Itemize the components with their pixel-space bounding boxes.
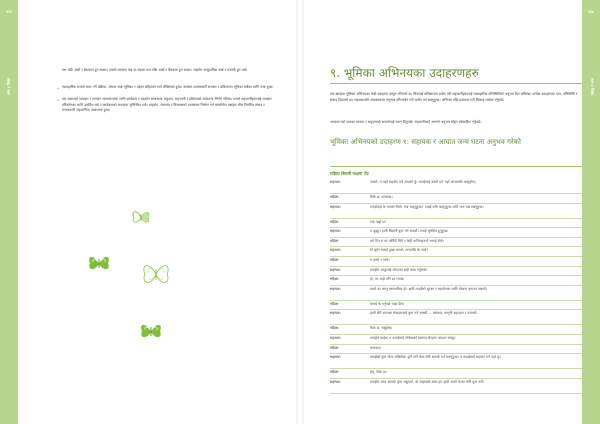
left-bullet-2: यस प्रकारको व्यवहार र सञ्चार अवधारणाका लागि कार्यक्रम र सहयोग सम्बन्धमा समुदाय, सहभागी र प्रक्रियाको आधारमा निर्णय गरिन्छ। यसले सहभागीहरूलाई व्यवहार परिवर्तनका लागि उत्प्रेरित गर्छ र कार्यक्रमको सफलता सुनिश्चित गर्छ। सहयोग, समन्वय र विश्वासको वातावरण निर्माण गर्न सम्बन्धित पक्षहरू बीच नियमित संवाद र प्रभावकारी सहभागिता आवश्यक हुन्छ। (62, 97, 272, 113)
left-bullet-1: व्यावहारिक रूपमा काम गर्ने प्रक्रिया, जसमा स्पष्ट भूमिका र उद्देश्य सहितको मार्ग लेखिएको हुन्छ। यसबाट प्रभावकारी सञ्चार र प्रक्रियागत भूमिका सबैका लागि स्पष्ट हुन्छ। (62, 85, 274, 89)
dialogue-speaker: सहायक: (330, 267, 342, 272)
right-margin-band (582, 0, 600, 424)
dialogue-line: तपाईंको कुरा गोप्य राखिनेछ। कुनै पनि बेला फेरि सम्पर्क गर्न सक्नुहुन्छ। म तपाईंलाई सहयोग गर्न यहाँ छु। (370, 355, 501, 360)
dialogue-line: तपाईंले आज आफ्नो कुरा भन्नुभयो, यो साहसको काम हो। हामी अर्को भेटमा फेरि कुरा गरौं। (370, 379, 485, 384)
dialogue-line: धन्यवाद। (370, 345, 382, 350)
dialogue-speaker: सहायक: (330, 286, 342, 291)
dialogue-speaker: सहायक: (330, 180, 342, 184)
dialogue-line: भन्न गाह्रो छ। (370, 219, 387, 224)
left-section-tab (0, 62, 18, 110)
dialogue-line: तपाईंले चाहेमा म तपाईंलाई नजिकको स्वास्थ्य केन्द्रमा पठाउन सक्छु। (370, 336, 456, 340)
dialogue-speaker: महिला: (330, 326, 340, 331)
dialogue-speaker: सहायक: (330, 229, 342, 234)
left-margin-band (0, 0, 18, 424)
dialogue-line: नमस्ते, म यहाँ सहयोग गर्न आएको हुँ। तपाईंलाई कस्तो छ? यहाँ आरामसँग बस्नुहोस्। (370, 180, 476, 184)
left-page-number: १५९ (6, 9, 12, 14)
right-section-tab-label: भाग ३ विषय (589, 77, 594, 95)
butterfly-icon (140, 258, 172, 290)
dialogue-line: यो सुनेर मलाई दुःख लाग्यो। त्यसपछि के भयो? (370, 248, 429, 253)
intro-paragraph-2: अभ्यास गर्दा पात्रका भावना र समुदायको सन्दर्भलाई ध्यान दिनुपर्छ। सहभागीलाई आफ्नो अनुभव बाँड्न प्रोत्साहित गर्नुपर्छ। (330, 120, 482, 124)
dialogue-line: हामी सँगै उपलब्ध सेवाहरूबारे कुरा गर्न सक्छौं — स्वास्थ्य, कानुनी सहायता र परामर्श। (370, 311, 478, 316)
left-section-tab-label: भाग ३ विषय (6, 77, 11, 95)
dialogue-line: तपाईंलाई के भएको थियो, भन्न चाहनुहुन्छ? तपाईं जति चाहनुहुन्छ त्यति मात्र भन्न सक्नुहुन्छ। (370, 204, 484, 209)
dialogue-speaker: सहायक: (330, 336, 342, 340)
dialogue-line: म बुझ्छु। हामी बिस्तारै कुरा गर्न सक्छौं। तपाईं सुरक्षित हुनुहुन्छ। (370, 229, 449, 234)
butterfly-icon (86, 252, 112, 274)
left-paragraph: यस पछि अर्को र बैठकमा हुन सक्छ। उनको प्रसारण भन्न वा सहभा यस पछि अर्को र बैठकमा हुन सक्छ। सहयोग सामुदायिक स्पष्ट र प्रभावी हुन पर्छ। (62, 68, 248, 72)
title-rule (330, 83, 582, 84)
dialogue-line: मलाई के गर्नुपर्छ थाहा छैन। (370, 301, 405, 306)
dialogue-line: त्यो दिन म घर फर्किंदै थिएँ र केही मानिसहरूले मलाई रोके। (370, 238, 445, 243)
dialogue-line: हस्, ठिक छ। (370, 370, 387, 375)
butterfly-icon (138, 320, 164, 342)
dialogue-line: ठिकै छ, धन्यवाद। (370, 195, 393, 199)
dialogue-speaker: महिला: (330, 345, 340, 350)
chapter-title: ९. भूमिका अभिनयका उदाहरणहरु (330, 66, 479, 80)
dialogue-speaker: सहायक: (330, 204, 342, 209)
gutter (296, 0, 304, 424)
butterfly-icon (130, 206, 152, 228)
dialogue-speaker: महिला: (330, 219, 340, 224)
bullet-marker: • (57, 98, 60, 103)
bullet-marker: • (57, 86, 60, 91)
dialogue-speaker: महिला: (330, 195, 340, 199)
intro-paragraph-1: यस खण्डमा भूमिका अभिनयका केही उदाहरण प्रस्तुत गरिएको छ। यिनलाई प्रशिक्षणमा प्रयोग गरी सहभागीहरूलाई व्यावहारिक परिस्थितिको अनुभव दिन सकिन्छ। प्रत्येक उदाहरणमा पात्र, परिस्थिति र संवाद दिइएको छ। सहजकर्ताले आवश्यकता अनुसार परिमार्जन गरी प्रयोग गर्न सक्नुहुन्छ। अभिनय पछि छलफल गरी सिकाइ सारांश गर्नुपर्छ। (330, 92, 578, 102)
scene-subheading: महिला बिरामी कक्षमा भेट (330, 171, 369, 176)
section-heading: भूमिका अभिनयको उदाहरण १: सहायक र आघात जन्य घटना अनुभव गरेको (330, 138, 521, 146)
dialogue-line: ठिक छ, भन्नुहोस्। (370, 326, 393, 331)
dialogue-speaker: सहायक: (330, 355, 342, 360)
dialogue-speaker: महिला: (330, 370, 340, 375)
dialogue-speaker: सहायक: (330, 248, 342, 253)
dialogue-speaker: सहायक: (330, 311, 342, 316)
dialogue-speaker: सहायक: (330, 379, 342, 384)
dialogue-speaker: महिला: (330, 301, 340, 306)
dialogue-line: हो, तर अझै पनि डर लाग्छ। (370, 277, 405, 282)
right-page-number: १६० (588, 9, 594, 14)
dialogue-speaker: महिला: (330, 277, 340, 282)
dialogue-speaker: महिला: (330, 258, 340, 262)
dialogue-line: यस्तो डर लाग्नु स्वाभाविक हो। हामी तपाईंको सुरक्षा र सहयोगका लागि योजना बनाउन सक्छौं। (370, 286, 488, 291)
section-rule (330, 166, 582, 167)
dialogue-speaker: महिला: (330, 238, 340, 243)
right-section-tab (582, 62, 600, 110)
dialogue-line: म डराएँ र भागें। (370, 258, 390, 262)
dialogue-line: तपाईंले आफूलाई जोगाउन सही काम गर्नुभयो। (370, 267, 428, 272)
